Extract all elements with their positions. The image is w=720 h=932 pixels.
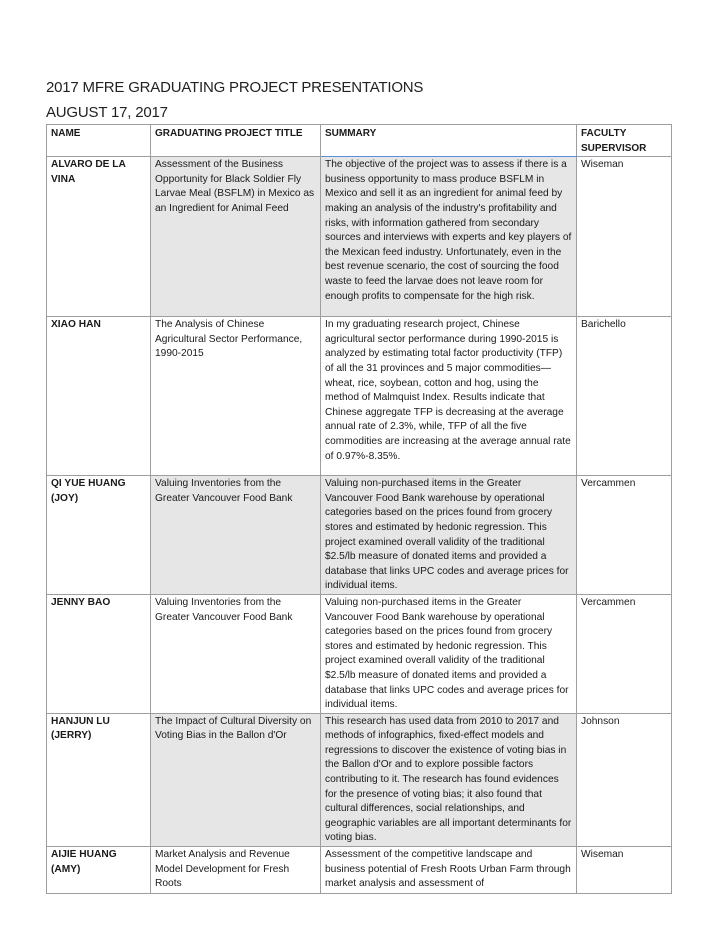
project-summary: The objective of the project was to assess if there is a business opportunity to mass produce BSFLM in Mexico and sell it as an ingredient for animal feed by making an analysis of the industry's profitability and risks, with information gathered from secondary sources and interviews with experts and key players of the Mexican feed industry. Unfortunately, even in the best revenue scenario, the cost of sourcing the food waste to feed the larvae does not leave room for enough profits to compensate for the high risk. [321,157,577,317]
project-title: Valuing Inventories from the Greater Vancouver Food Bank [151,594,321,713]
student-name: JENNY BAO [47,594,151,713]
project-summary: Valuing non-purchased items in the Greater Vancouver Food Bank warehouse by operational categories based on the prices found from grocery stores and estimated by hedonic regression. This project examined overall validity of the traditional $2.5/lb measure of donated items and provided a database that links UPC codes and average prices for individual items. [321,476,577,595]
project-title: Valuing Inventories from the Greater Vancouver Food Bank [151,476,321,595]
faculty-supervisor: Wiseman [577,157,672,317]
faculty-supervisor: Barichello [577,317,672,476]
table-row [47,157,672,317]
faculty-supervisor: Wiseman [577,847,672,894]
project-title: Assessment of the Business Opportunity for Black Soldier Fly Larvae Meal (BSFLM) in Mexico as an Ingredient for Animal Feed [151,157,321,317]
project-summary: Assessment of the competitive landscape and business potential of Fresh Roots Urban Farm through market analysis and assessment of [321,847,577,894]
faculty-supervisor: Johnson [577,713,672,846]
table-row [47,594,672,713]
project-title: The Impact of Cultural Diversity on Voting Bias in the Ballon d'Or [151,713,321,846]
presentations-table [46,124,672,894]
project-summary: Valuing non-purchased items in the Greater Vancouver Food Bank warehouse by operational categories based on the prices found from grocery stores and estimated by hedonic regression. This project examined overall validity of the traditional $2.5/lb measure of donated items and provided a database that links UPC codes and average prices for individual items. [321,594,577,713]
table-row [47,713,672,846]
table-row [47,476,672,595]
faculty-supervisor: Vercammen [577,594,672,713]
project-title: The Analysis of Chinese Agricultural Sector Performance, 1990-2015 [151,317,321,476]
student-name: AIJIE HUANG (AMY) [47,847,151,894]
document-date: AUGUST 17, 2017 [46,104,168,121]
header-summary: SUMMARY [321,125,577,157]
faculty-supervisor: Vercammen [577,476,672,595]
header-project-title: GRADUATING PROJECT TITLE [151,125,321,157]
header-faculty-supervisor: FACULTY SUPERVISOR [577,125,672,157]
student-name: HANJUN LU (JERRY) [47,713,151,846]
student-name: XIAO HAN [47,317,151,476]
table-row [47,317,672,476]
student-name: QI YUE HUANG (JOY) [47,476,151,595]
document-title: 2017 MFRE GRADUATING PROJECT PRESENTATIONS [46,79,424,96]
student-name: ALVARO DE LA VINA [47,157,151,317]
project-summary: In my graduating research project, Chinese agricultural sector performance during 1990-2015 is analyzed by estimating total factor productivity (TFP) of all the 31 provinces and 5 major commodities—wheat, rice, soybean, cotton and hog, using the method of Malmquist Index. Results indicate that Chinese aggregate TFP is decreasing at the average annual rate of 2.3%, while, TFP of all the five commodities are increasing at the average annual rate of 0.97%-8.35%. [321,317,577,476]
table-row [47,847,672,894]
table-header-row [47,125,672,157]
project-title: Market Analysis and Revenue Model Development for Fresh Roots [151,847,321,894]
header-name: NAME [47,125,151,157]
project-summary: This research has used data from 2010 to 2017 and methods of infographics, fixed-effect models and regressions to discover the existence of voting bias in the Ballon d'Or and to explore possible factors contributing to it. The research has found evidences for the presence of voting bias; it also found that cultural differences, social relationships, and geographic variables are all important determinants for voting bias. [321,713,577,846]
